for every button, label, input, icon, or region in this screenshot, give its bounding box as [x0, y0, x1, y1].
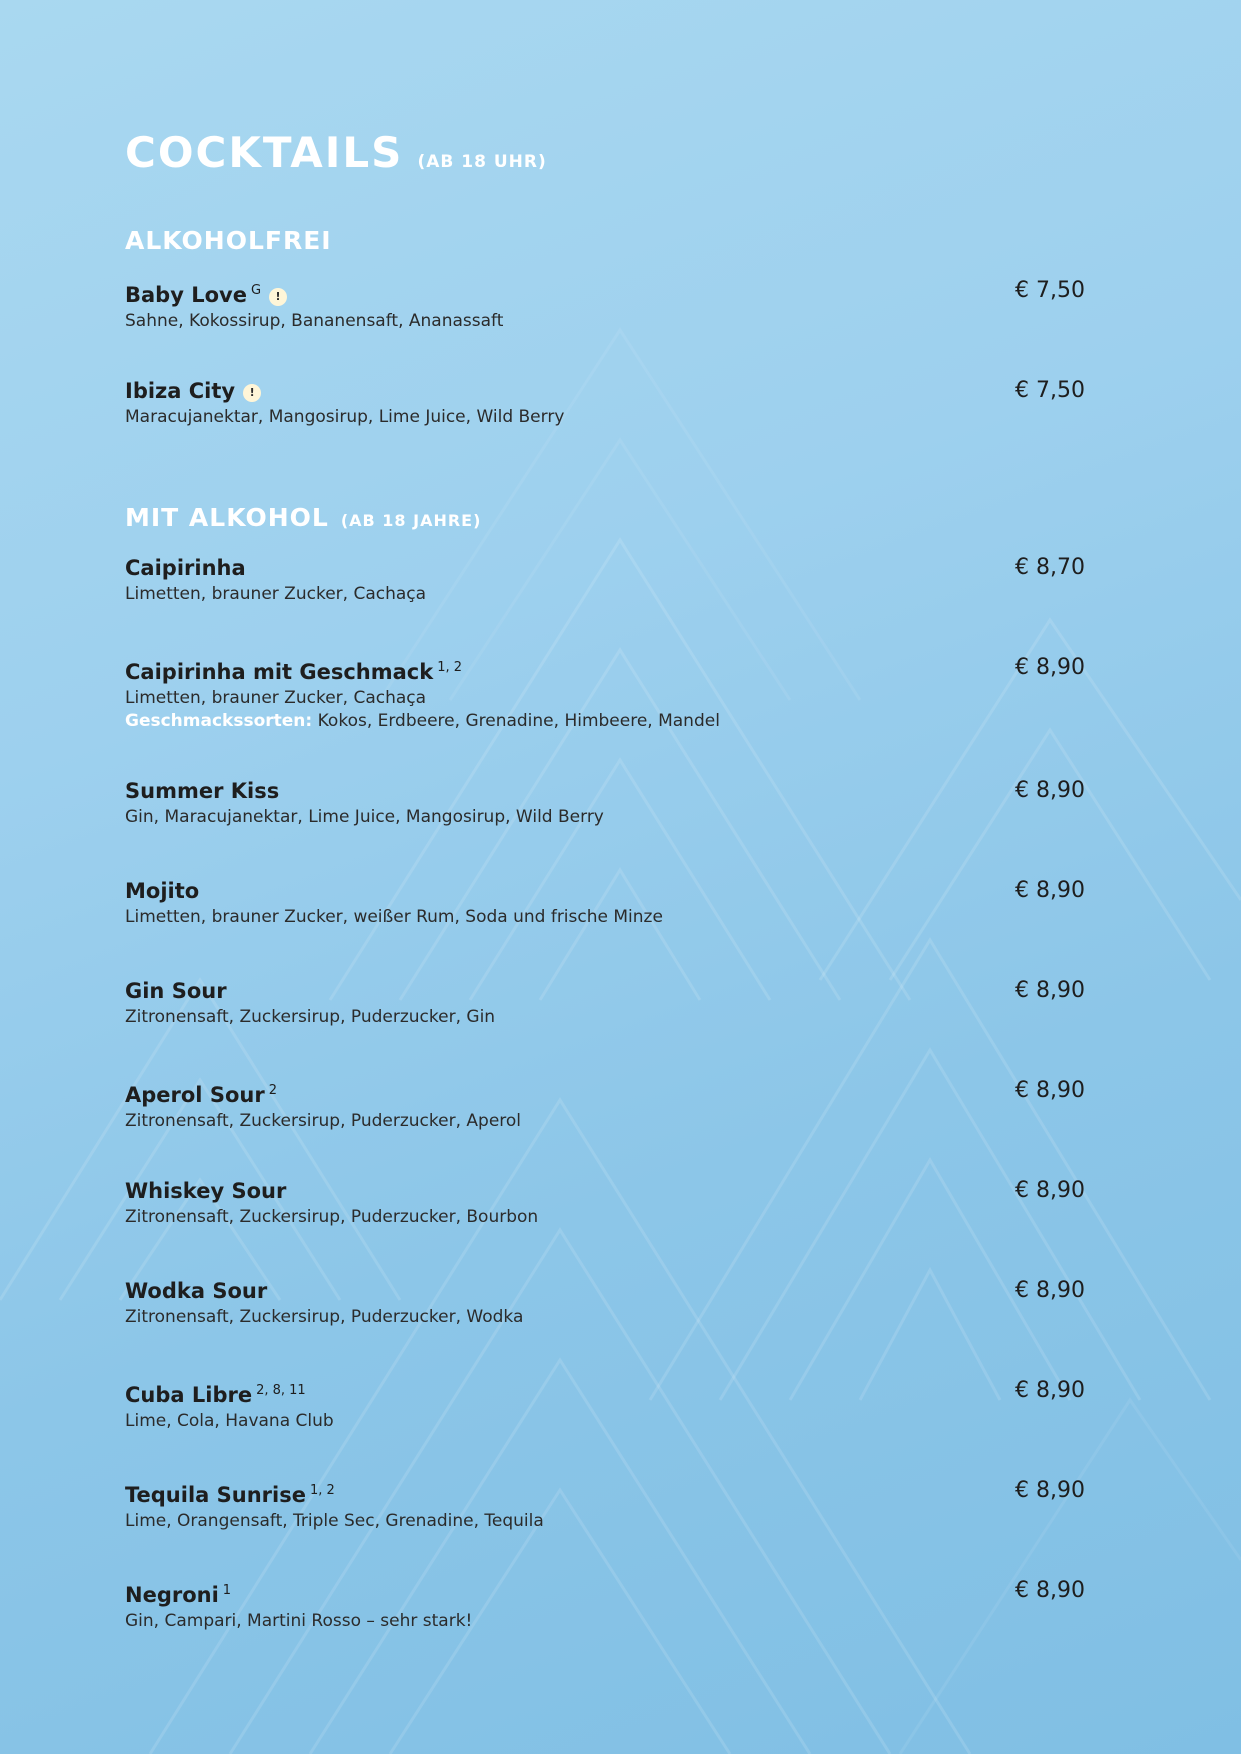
item-price: € 8,90 [1015, 1178, 1085, 1203]
item-name-text: Cuba Libre [125, 1383, 253, 1407]
menu-item [125, 978, 1085, 1029]
item-name [125, 1578, 1085, 1608]
item-name [125, 555, 1085, 581]
allergen-note: 1 [222, 1583, 232, 1598]
allergen-note: 1, 2 [309, 1483, 335, 1498]
item-name [125, 1078, 1085, 1108]
item-name [125, 1478, 1085, 1508]
item-name-text: Baby Love [125, 283, 247, 307]
item-price: € 7,50 [1015, 278, 1085, 303]
section-title-mit-alkohol [125, 503, 481, 532]
title-text: COCKTAILS [125, 128, 404, 177]
menu-item [125, 1478, 1085, 1533]
item-price: € 8,90 [1015, 1078, 1085, 1103]
item-description: Gin, Campari, Martini Rosso – sehr stark! [125, 1611, 473, 1631]
menu-item [125, 555, 1085, 606]
item-description: Limetten, brauner Zucker, Cachaça [125, 688, 427, 708]
item-price: € 8,90 [1015, 655, 1085, 680]
item-name-text: Caipirinha [125, 556, 246, 580]
item-price: € 8,90 [1015, 1278, 1085, 1303]
allergen-note: 2, 8, 11 [256, 1383, 306, 1398]
menu-item [125, 878, 1085, 929]
item-description: Lime, Cola, Havana Club [125, 1411, 334, 1431]
item-price: € 8,90 [1015, 878, 1085, 903]
item-name-text: Gin Sour [125, 979, 227, 1003]
item-price: € 8,90 [1015, 1578, 1085, 1603]
item-description: Zitronensaft, Zuckersirup, Puderzucker, Bourbon [125, 1207, 539, 1227]
allergen-note: 2 [268, 1083, 277, 1098]
title-note: (AB 18 UHR) [417, 152, 547, 172]
section-title-text: MIT ALKOHOL [125, 503, 329, 532]
item-flavours [125, 710, 1085, 733]
info-badge-icon: ! [243, 384, 261, 402]
menu-item [125, 655, 1085, 733]
item-description: Limetten, brauner Zucker, Cachaça [125, 584, 427, 604]
item-name-text: Aperol Sour [125, 1083, 265, 1107]
item-description: Limetten, brauner Zucker, weißer Rum, Soda und frische Minze [125, 907, 663, 927]
item-price: € 8,90 [1015, 778, 1085, 803]
item-name [125, 655, 1085, 685]
item-price: € 7,50 [1015, 378, 1085, 403]
menu-item [125, 378, 1085, 429]
item-name [125, 978, 1085, 1004]
menu-item [125, 1178, 1085, 1229]
item-name [125, 278, 1085, 308]
item-name-text: Tequila Sunrise [125, 1483, 306, 1507]
item-name-text: Wodka Sour [125, 1279, 268, 1303]
item-name [125, 1278, 1085, 1304]
item-description: Sahne, Kokossirup, Bananensaft, Ananassaft [125, 311, 504, 331]
item-name-text: Whiskey Sour [125, 1179, 287, 1203]
item-description: Gin, Maracujanektar, Lime Juice, Mangosirup, Wild Berry [125, 807, 604, 827]
item-description: Zitronensaft, Zuckersirup, Puderzucker, Wodka [125, 1307, 524, 1327]
item-name-text: Mojito [125, 879, 200, 903]
item-description: Zitronensaft, Zuckersirup, Puderzucker, Gin [125, 1007, 496, 1027]
item-description: Zitronensaft, Zuckersirup, Puderzucker, Aperol [125, 1111, 522, 1131]
item-price: € 8,90 [1015, 1378, 1085, 1403]
item-name-text: Summer Kiss [125, 779, 280, 803]
section-note: (AB 18 JAHRE) [340, 511, 482, 530]
item-name [125, 778, 1085, 804]
menu-item [125, 1578, 1085, 1633]
allergen-note: G [250, 283, 262, 298]
page-title [125, 128, 547, 177]
item-name-text: Caipirinha mit Geschmack [125, 660, 434, 684]
flavours-label: Geschmackssorten: [125, 711, 313, 731]
section-title-text: ALKOHOLFREI [125, 226, 332, 255]
item-name [125, 1178, 1085, 1204]
item-price: € 8,70 [1015, 555, 1085, 580]
item-description: Maracujanektar, Mangosirup, Lime Juice, Wild Berry [125, 407, 565, 427]
item-name-text: Ibiza City [125, 379, 236, 403]
info-badge-icon: ! [269, 288, 287, 306]
flavours-text: Kokos, Erdbeere, Grenadine, Himbeere, Mandel [312, 711, 720, 731]
menu-item [125, 1378, 1085, 1433]
section-title-alkoholfrei [125, 226, 332, 255]
menu-item [125, 1078, 1085, 1133]
item-price: € 8,90 [1015, 978, 1085, 1003]
item-name-text: Negroni [125, 1583, 219, 1607]
allergen-note: 1, 2 [437, 660, 463, 675]
item-description: Lime, Orangensaft, Triple Sec, Grenadine, Tequila [125, 1511, 544, 1531]
menu-item [125, 1278, 1085, 1329]
menu-item [125, 778, 1085, 829]
item-price: € 8,90 [1015, 1478, 1085, 1503]
item-name [125, 878, 1085, 904]
item-name [125, 1378, 1085, 1408]
menu-item [125, 278, 1085, 333]
item-name [125, 378, 1085, 404]
